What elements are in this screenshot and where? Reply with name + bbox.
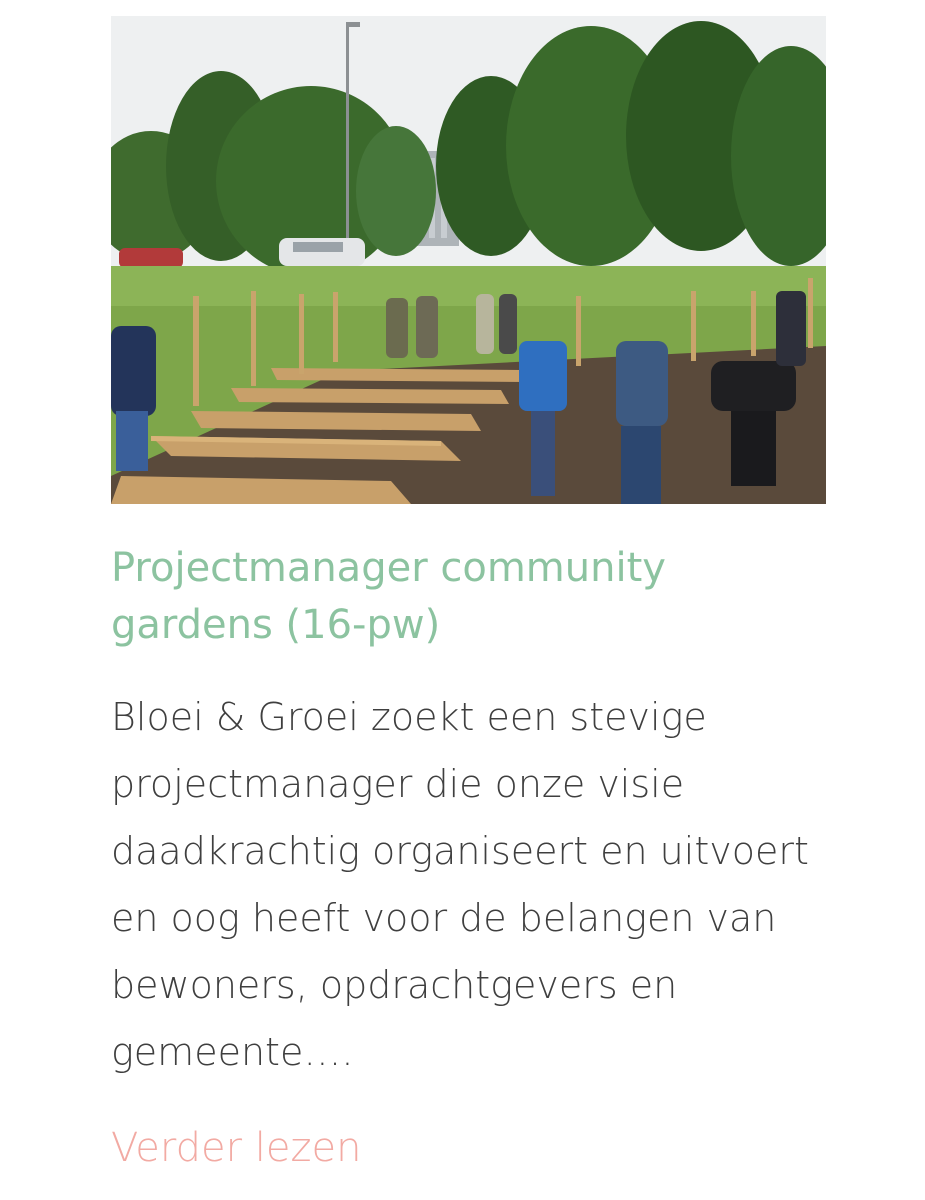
- featured-image[interactable]: [111, 16, 826, 504]
- post-excerpt: Bloei & Groei zoekt een stevige projectmanager die onze visie daadkrachtig organiseert en uitvoert en oog heeft voor de belangen van bewoners, opdrachtgevers en gemeente….: [111, 695, 809, 1074]
- post-title[interactable]: Projectmanager community gardens (16-pw): [111, 545, 666, 648]
- post-card: [111, 0, 826, 1200]
- read-more-link[interactable]: Verder lezen: [111, 1125, 362, 1171]
